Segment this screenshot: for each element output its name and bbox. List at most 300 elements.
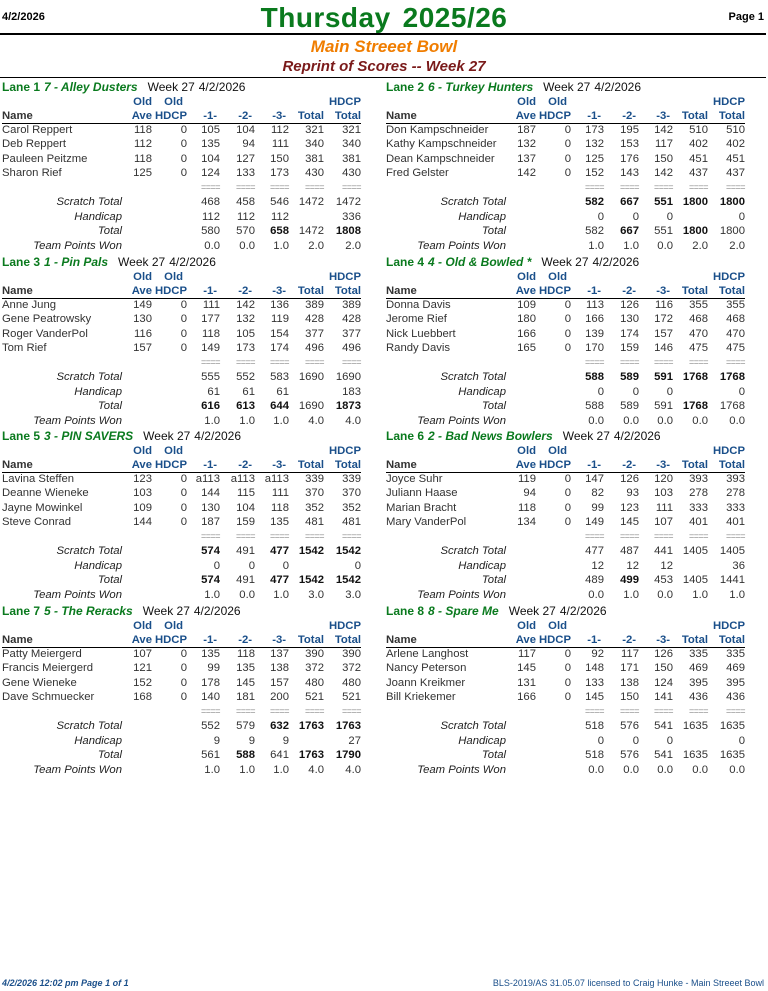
team-points-g1: 1.0: [588, 239, 604, 252]
team-points-g3: 1.0: [273, 588, 289, 601]
handicap-total-label: Handicap: [458, 385, 506, 398]
bowler-name: Steve Conrad: [2, 516, 72, 529]
bowler-hdcp-total: 475: [726, 342, 745, 355]
handicap-total-g1: 0: [597, 734, 604, 747]
scratch-total-g1: 582: [585, 196, 604, 208]
bowler-total: 470: [689, 327, 708, 340]
team-points-g2: 0.0: [239, 239, 255, 252]
team-points-g3: 1.0: [273, 763, 289, 776]
col-header-hdcp-total: Total: [334, 634, 361, 646]
bowler-average: 109: [517, 299, 536, 311]
team-points-label: Team Points Won: [417, 414, 506, 427]
bowler-handicap: 0: [180, 501, 187, 514]
bowler-game2: 143: [620, 167, 639, 180]
week-label: Week 27: [118, 255, 166, 269]
bowler-total: 395: [689, 676, 708, 689]
total-separator: ====: [653, 357, 673, 367]
bowler-game2: 127: [236, 152, 255, 165]
col-header-old-ave-top: Old: [133, 620, 152, 632]
team-total-g3: 477: [270, 574, 289, 586]
col-header-hdcp-total-top: HDCP: [328, 96, 361, 108]
team-total-g2: 667: [620, 225, 639, 237]
col-header-game1: -1-: [587, 634, 601, 646]
bowler-handicap: 0: [564, 313, 571, 326]
scratch-total-total: 1800: [682, 196, 708, 208]
bowler-total: 521: [305, 691, 324, 704]
handicap-total-g3: 12: [660, 559, 673, 572]
team-points-g3: 1.0: [273, 414, 289, 427]
total-separator: ====: [269, 531, 289, 541]
bowler-hdcp-total: 278: [726, 487, 745, 500]
col-header-ave: Ave: [515, 110, 536, 122]
scratch-total-g1: 468: [201, 196, 220, 208]
lane-block: [384, 428, 766, 602]
team-total-htotal: 1441: [719, 574, 745, 586]
team-name: 8 - Spare Me: [428, 604, 499, 618]
bowler-game1: 170: [585, 342, 604, 355]
team-points-htotal: 2.0: [345, 239, 361, 252]
total-separator: ====: [584, 357, 604, 367]
bowler-game3: 135: [270, 516, 289, 529]
col-header-game2: -2-: [238, 459, 252, 471]
bowler-name: Gene Peatrowsky: [2, 313, 92, 326]
col-header-name: Name: [2, 110, 33, 122]
col-header-game2: -2-: [622, 459, 636, 471]
team-total-g3: 644: [270, 400, 289, 412]
bowler-average: 157: [133, 342, 152, 355]
bowler-game2: 181: [236, 691, 255, 704]
bowler-average: 130: [133, 313, 152, 326]
total-separator: ====: [584, 182, 604, 192]
bowler-total: 389: [305, 299, 324, 311]
handicap-total-htotal: 0: [738, 734, 745, 747]
bowler-game1: 178: [201, 676, 220, 689]
scratch-total-htotal: 1690: [335, 371, 361, 383]
bowler-game3: 174: [270, 342, 289, 355]
col-header-total: Total: [681, 285, 708, 297]
handicap-total-htotal: 0: [738, 210, 745, 223]
handicap-total-htotal: 183: [342, 385, 361, 398]
bowler-game3: 150: [654, 662, 673, 675]
bowler-hdcp-total: 401: [726, 516, 745, 529]
col-header-game2: -2-: [238, 110, 252, 122]
bowler-game1: 152: [585, 167, 604, 180]
team-points-g3: 0.0: [657, 763, 673, 776]
bowler-hdcp-total: 355: [726, 299, 745, 311]
bowler-name: Dave Schmuecker: [2, 691, 95, 704]
bowler-game3: 117: [654, 138, 673, 151]
team-name: 5 - The Reracks: [44, 604, 133, 618]
team-total-g3: 453: [654, 574, 673, 586]
bowler-game3: 154: [270, 327, 289, 340]
team-name: 1 - Pin Pals: [44, 255, 109, 269]
col-header-hdcp-total: Total: [334, 285, 361, 297]
scratch-total-g3: 591: [654, 371, 673, 383]
bowler-average: 145: [517, 662, 536, 675]
bowler-average: 137: [517, 152, 536, 165]
team-total-g1: 588: [585, 400, 604, 412]
scratch-total-label: Scratch Total: [440, 371, 506, 383]
team-points-label: Team Points Won: [33, 414, 122, 427]
col-header-hdcp: HDCP: [538, 459, 571, 471]
bowler-game3: 157: [654, 327, 673, 340]
bowler-game1: 130: [201, 501, 220, 514]
bowler-name: Joann Kreikmer: [386, 676, 466, 689]
bowler-name: Gene Wieneke: [2, 676, 77, 689]
team-total-g2: 588: [236, 749, 255, 761]
bowler-name: Pauleen Peitzme: [2, 152, 88, 165]
bowler-average: 118: [517, 501, 536, 514]
week-label: Week 27: [147, 80, 195, 94]
lane-block: [0, 603, 382, 777]
total-separator: ====: [584, 531, 604, 541]
week-label: Week 27: [562, 429, 610, 443]
team-points-htotal: 0.0: [729, 763, 745, 776]
handicap-total-g1: 0: [597, 210, 604, 223]
col-header-game1: -1-: [203, 634, 217, 646]
bowler-game1: 118: [201, 327, 220, 340]
scratch-total-total: 1635: [682, 720, 708, 732]
bowler-handicap: 0: [180, 152, 187, 165]
bowler-hdcp-total: 352: [342, 501, 361, 514]
handicap-total-htotal: 336: [342, 210, 361, 223]
bowler-game1: 132: [585, 138, 604, 151]
bowler-handicap: 0: [564, 124, 571, 136]
bowler-game3: 141: [654, 691, 673, 704]
handicap-total-g1: 12: [591, 559, 604, 572]
bowler-average: 180: [517, 313, 536, 326]
lane-date: 4/2/2026: [198, 80, 246, 94]
bowler-total: 480: [305, 676, 324, 689]
col-header-game1: -1-: [203, 285, 217, 297]
bowler-hdcp-total: 521: [342, 691, 361, 704]
bowler-game3: 120: [654, 473, 673, 485]
bowler-hdcp-total: 480: [342, 676, 361, 689]
bowler-hdcp-total: 335: [726, 648, 745, 660]
handicap-total-label: Handicap: [74, 210, 122, 223]
lane-block: [0, 428, 382, 602]
total-separator: ====: [619, 531, 639, 541]
team-points-g3: 1.0: [273, 239, 289, 252]
bowler-name: Deanne Wieneke: [2, 487, 89, 500]
col-header-total: Total: [297, 285, 324, 297]
col-header-hdcp-total-top: HDCP: [712, 620, 745, 632]
bowler-game3: 172: [654, 313, 673, 326]
team-points-g1: 0.0: [588, 414, 604, 427]
total-separator: ====: [269, 706, 289, 716]
page-number: Page 1: [728, 11, 764, 23]
bowler-game1: 187: [201, 516, 220, 529]
lane-date: 4/2/2026: [193, 604, 241, 618]
scratch-total-total: 1763: [298, 720, 324, 732]
scratch-total-g1: 555: [201, 371, 220, 383]
bowler-game1: 139: [585, 327, 604, 340]
bowler-name: Lavina Steffen: [2, 473, 75, 485]
bowler-game2: 145: [620, 516, 639, 529]
col-header-old-ave-top: Old: [133, 271, 152, 283]
col-header-hdcp-total-top: HDCP: [328, 271, 361, 283]
bowler-handicap: 0: [180, 648, 187, 660]
bowler-total: 475: [689, 342, 708, 355]
team-total-label: Total: [97, 400, 122, 412]
handicap-total-label: Handicap: [458, 734, 506, 747]
bowler-name: Francis Meiergerd: [2, 662, 94, 675]
team-points-g1: 1.0: [204, 588, 220, 601]
bowler-game3: 150: [270, 152, 289, 165]
team-points-g3: 0.0: [657, 414, 673, 427]
bowler-average: 187: [517, 124, 536, 136]
bowler-game1: 82: [591, 487, 604, 500]
scratch-total-label: Scratch Total: [56, 720, 122, 732]
handicap-total-htotal: 36: [732, 559, 745, 572]
handicap-total-g2: 12: [626, 559, 639, 572]
scratch-total-label: Scratch Total: [440, 720, 506, 732]
bowler-name: Nick Luebbert: [386, 327, 456, 340]
team-total-total: 1763: [298, 749, 324, 761]
bowler-total: 339: [305, 473, 324, 485]
team-total-htotal: 1768: [719, 400, 745, 412]
handicap-total-label: Handicap: [74, 385, 122, 398]
col-header-hdcp: HDCP: [538, 634, 571, 646]
bowler-game1: 177: [201, 313, 220, 326]
bowler-game2: 138: [620, 676, 639, 689]
col-header-name: Name: [386, 459, 417, 471]
bowler-handicap: 0: [564, 516, 571, 529]
total-separator: ====: [269, 182, 289, 192]
report-subtitle: Reprint of Scores -- Week 27: [282, 58, 486, 75]
scratch-total-g1: 518: [585, 720, 604, 732]
team-total-g2: 576: [620, 749, 639, 761]
team-total-g3: 641: [270, 749, 289, 761]
lane-number: Lane 3: [2, 255, 41, 269]
team-total-g2: 589: [620, 400, 639, 412]
bowler-total: 370: [305, 487, 324, 500]
bowler-name: Fred Gelster: [386, 167, 449, 180]
lane-date: 4/2/2026: [559, 604, 607, 618]
bowler-total: 451: [689, 152, 708, 165]
lane-number: Lane 1: [2, 80, 41, 94]
team-total-g1: 616: [201, 400, 220, 412]
bowler-name: Randy Davis: [386, 342, 451, 355]
bowler-total: 510: [689, 124, 708, 136]
col-header-game3: -3-: [272, 110, 286, 122]
col-header-game2: -2-: [622, 110, 636, 122]
bowler-average: 117: [517, 648, 536, 660]
col-header-game2: -2-: [622, 285, 636, 297]
scratch-total-htotal: 1635: [719, 720, 745, 732]
lane-block: [0, 254, 382, 428]
col-header-hdcp-total: Total: [718, 634, 745, 646]
team-total-label: Total: [97, 225, 122, 237]
bowler-average: 152: [133, 676, 152, 689]
bowler-handicap: 0: [564, 648, 571, 660]
bowler-hdcp-total: 321: [342, 124, 361, 136]
col-header-old-ave-top: Old: [133, 96, 152, 108]
col-header-total: Total: [681, 634, 708, 646]
handicap-total-g1: 0: [597, 385, 604, 398]
col-header-old-hdcp-top: Old: [164, 96, 183, 108]
lane-date: 4/2/2026: [194, 429, 242, 443]
col-header-game2: -2-: [622, 634, 636, 646]
bowler-handicap: 0: [180, 487, 187, 500]
bowler-average: 121: [133, 662, 152, 675]
col-header-game1: -1-: [587, 285, 601, 297]
col-header-old-hdcp-top: Old: [548, 620, 567, 632]
bowler-game1: 135: [201, 138, 220, 151]
total-separator: ====: [653, 706, 673, 716]
scratch-total-total: 1690: [298, 371, 324, 383]
bowler-handicap: 0: [564, 501, 571, 514]
team-total-total: 1472: [298, 225, 324, 237]
bowler-total: 436: [689, 691, 708, 704]
team-total-g1: 582: [585, 225, 604, 237]
col-header-game1: -1-: [203, 110, 217, 122]
bowler-hdcp-total: 402: [726, 138, 745, 151]
bowler-game1: 104: [201, 152, 220, 165]
col-header-ave: Ave: [131, 634, 152, 646]
bowler-hdcp-total: 390: [342, 648, 361, 660]
col-header-game3: -3-: [272, 459, 286, 471]
team-total-g1: 561: [201, 749, 220, 761]
total-separator: ====: [304, 531, 324, 541]
scratch-total-label: Scratch Total: [440, 545, 506, 557]
team-total-total: 1635: [682, 749, 708, 761]
scratch-total-g2: 667: [620, 196, 639, 208]
team-total-htotal: 1800: [719, 225, 745, 237]
bowler-game2: 94: [242, 138, 255, 151]
team-total-g2: 491: [236, 574, 255, 586]
bowler-game2: 176: [620, 152, 639, 165]
page-title: [0, 2, 768, 34]
bowler-average: 142: [517, 167, 536, 180]
lane-number: Lane 6: [386, 429, 425, 443]
bowler-game3: 116: [654, 299, 673, 311]
bowler-hdcp-total: 436: [726, 691, 745, 704]
team-total-g3: 658: [270, 225, 289, 237]
team-name: 6 - Turkey Hunters: [428, 80, 534, 94]
bowler-name: Kathy Kampschneider: [386, 138, 497, 151]
handicap-total-htotal: 0: [738, 385, 745, 398]
bowler-game1: 148: [585, 662, 604, 675]
scratch-total-g2: 458: [236, 196, 255, 208]
handicap-total-label: Handicap: [74, 734, 122, 747]
scratch-total-g3: 583: [270, 371, 289, 383]
bowler-game2: 171: [620, 662, 639, 675]
bowler-game2: 174: [620, 327, 639, 340]
scratch-total-g1: 574: [201, 545, 220, 557]
col-header-hdcp: HDCP: [154, 110, 187, 122]
scratch-total-g3: 441: [654, 545, 673, 557]
bowler-game2: 159: [620, 342, 639, 355]
bowler-name: Carol Reppert: [2, 124, 73, 136]
total-separator: ====: [584, 706, 604, 716]
team-points-g1: 0.0: [588, 763, 604, 776]
bowler-name: Patty Meiergerd: [2, 648, 82, 660]
bowler-total: 278: [689, 487, 708, 500]
bowler-handicap: 0: [564, 473, 571, 485]
bowler-game3: 103: [654, 487, 673, 500]
bowler-game3: 119: [270, 313, 289, 326]
team-name: 4 - Old & Bowled *: [428, 255, 532, 269]
bowler-hdcp-total: 468: [726, 313, 745, 326]
team-total-g2: 570: [236, 225, 255, 237]
bowler-game1: 147: [585, 473, 604, 485]
bowler-game3: 118: [270, 501, 289, 514]
team-points-total: 2.0: [692, 239, 708, 252]
col-header-total: Total: [297, 459, 324, 471]
bowler-hdcp-total: 340: [342, 138, 361, 151]
team-points-label: Team Points Won: [417, 588, 506, 601]
total-separator: ====: [235, 357, 255, 367]
lane-block: [384, 603, 766, 777]
bowler-hdcp-total: 393: [726, 473, 745, 485]
col-header-hdcp-total-top: HDCP: [328, 620, 361, 632]
bowler-total: 355: [689, 299, 708, 311]
lane-date: 4/2/2026: [169, 255, 216, 269]
scratch-total-htotal: 1763: [335, 720, 361, 732]
bowler-hdcp-total: 381: [342, 152, 361, 165]
bowler-hdcp-total: 389: [342, 299, 361, 311]
footer-license: BLS-2019/AS 31.05.07 licensed to Craig Hunke - Main Streeet Bowl: [492, 978, 764, 988]
team-points-g1: 0.0: [204, 239, 220, 252]
bowler-game3: 200: [270, 691, 289, 704]
col-header-hdcp: HDCP: [538, 110, 571, 122]
handicap-total-g1: 9: [213, 734, 220, 747]
scratch-total-g1: 477: [585, 545, 604, 557]
scratch-total-g3: 546: [270, 196, 289, 208]
total-separator: ====: [341, 531, 361, 541]
handicap-total-g2: 9: [248, 734, 255, 747]
header-rule: [0, 33, 766, 35]
bowler-total: 469: [689, 662, 708, 675]
team-points-total: 2.0: [308, 239, 324, 252]
team-name: 3 - PIN SAVERS: [44, 429, 134, 443]
scratch-total-htotal: 1768: [719, 371, 745, 383]
bowler-average: 119: [517, 473, 536, 485]
bowler-handicap: 0: [564, 342, 571, 355]
team-points-htotal: 1.0: [729, 588, 745, 601]
scratch-total-g3: 632: [270, 720, 289, 732]
col-header-old-hdcp-top: Old: [548, 445, 567, 457]
team-total-label: Total: [481, 400, 506, 412]
bowler-average: 123: [133, 473, 152, 485]
week-label: Week 27: [543, 80, 591, 94]
bowler-game3: 136: [270, 299, 289, 311]
handicap-total-g1: 112: [201, 210, 220, 223]
bowler-game1: 144: [201, 487, 220, 500]
scratch-total-g2: 589: [620, 371, 639, 383]
bowler-name: Jerome Rief: [386, 313, 447, 326]
bowler-total: 393: [689, 473, 708, 485]
bowler-hdcp-total: 481: [342, 516, 361, 529]
bowler-game3: 142: [654, 167, 673, 180]
bowler-name: Tom Rief: [2, 342, 47, 355]
total-separator: ====: [619, 357, 639, 367]
bowler-game2: 135: [236, 662, 255, 675]
total-separator: ====: [688, 357, 708, 367]
lane-date: 4/2/2026: [594, 80, 642, 94]
team-total-g1: 580: [201, 225, 220, 237]
bowler-hdcp-total: 395: [726, 676, 745, 689]
team-total-label: Total: [481, 574, 506, 586]
team-points-htotal: 3.0: [345, 588, 361, 601]
bowler-hdcp-total: 377: [342, 327, 361, 340]
bowler-name: Marian Bracht: [386, 501, 457, 514]
bowler-handicap: 0: [180, 342, 187, 355]
bowler-handicap: 0: [564, 327, 571, 340]
scratch-total-g3: 477: [270, 545, 289, 557]
total-separator: ====: [688, 531, 708, 541]
